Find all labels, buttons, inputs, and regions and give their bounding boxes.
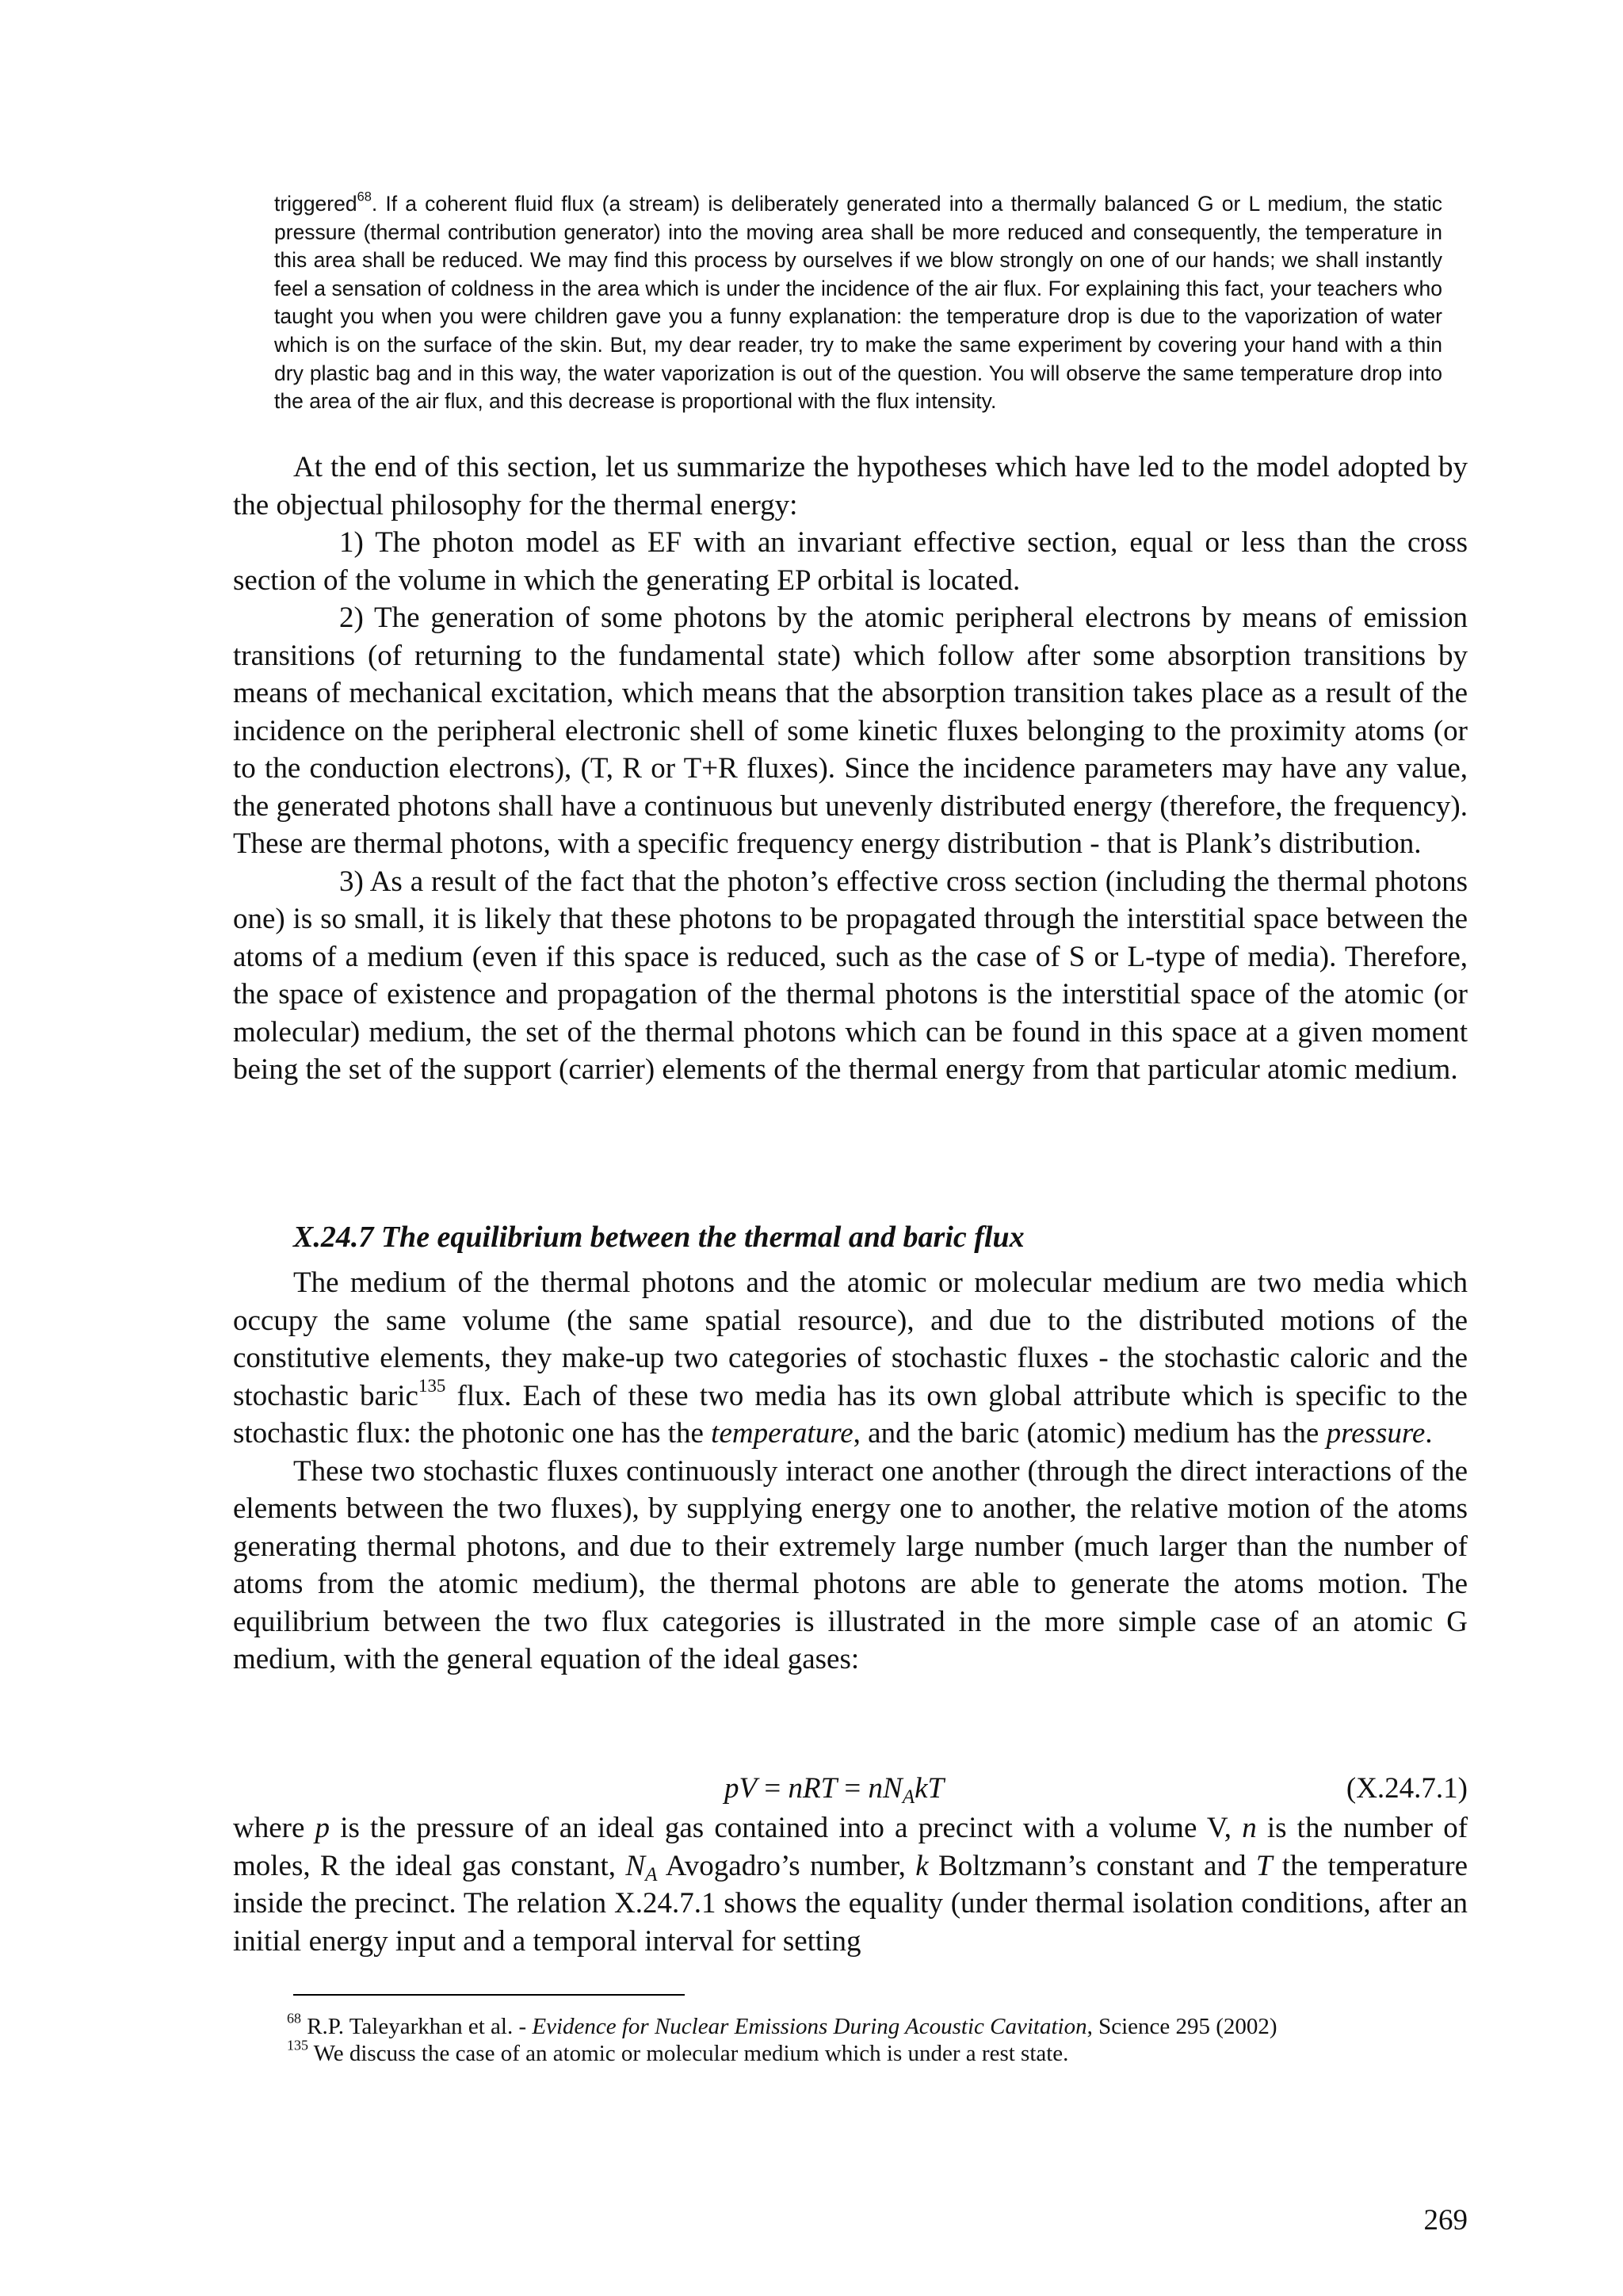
term-pressure: pressure: [1326, 1417, 1426, 1450]
section-body: [233, 1264, 1468, 1679]
term-temperature: temperature: [711, 1417, 854, 1450]
small-paragraph: triggered$^{68}$. If a coherent fluid flux (a stream) is deliberately generated into a thermally balanced G or L medium, the static pressure (thermal contribution generator) into the moving area shall be more reduced and consequently, the temperature in this area shall be reduced. We may find this process by ourselves if we blow strongly on one of our hands; we shall instantly feel a sensation of coldness in the area which is under the incidence of the air flux. For explaining this fact, your teachers who taught you when you were children gave you a funny explanation: the temperature drop is due to the vaporization of water which is on the surface of the skin. But, my dear reader, try to make the same experiment by covering your hand with a thin dry plastic bag and in this way, the water vaporization is out of the question. You will observe the same temperature drop into the area of the air flux, and this decrease is proportional with the flux intensity.: [274, 189, 1442, 414]
paragraph-3: where p is the pressure of an ideal gas contained into a precinct with a volume V, n is the number of moles, R the ideal gas constant, $N_A$ Avogadro’s number, k Boltzmann’s constant and T the temperature inside the precinct. The relation X.24.7.1 shows the equality (under thermal isolation conditions, after an initial energy input and a temporal interval for setting: [233, 1812, 1468, 1958]
paragraph-1: The medium of the thermal photons and the atomic or molecular medium are two media which occupy the same volume (the same spatial resource), and due to the distributed motions of the constitutive elements, they make-up two categories of stochastic fluxes - the stochastic caloric and the stochastic baric$^{135}$ flux. Each of these two media has its own global attribute which is specific to the stochastic flux: the photonic one has the temperature, and the baric (atomic) medium has the pressure.: [233, 1266, 1468, 1450]
hypothesis-1: 1) The photon model as EF with an invariant effective section, equal or less than the cross section of the volume in which the generating EP orbital is located.: [233, 526, 1468, 597]
hypothesis-3: 3) As a result of the fact that the photon’s effective cross section (including the thermal photons one) is so small, it is likely that these photons to be propagated through the interstitial space between the atoms of a medium (even if this space is reduced, such as the case of S or L-type of media). Therefore, the space of existence and propagation of the thermal photons is the interstitial space of the atomic (or molecular) medium, the set of the thermal photons which can be found in this space at a given moment being the set of the support (carrier) elements of the thermal energy from that particular atomic medium.: [233, 865, 1468, 1086]
footnotes: [233, 2010, 1468, 2067]
footnote-68: $^{68}$ R.P. Taleyarkhan et al. - Evidence for Nuclear Emissions During Acoustic Cavitation, Science 295 (2002): [287, 2010, 1277, 2039]
footnote-ref-135[interactable]: 135: [418, 1375, 446, 1396]
page-number: 269: [1423, 2204, 1468, 2237]
hypothesis-2: 2) The generation of some photons by the atomic peripheral electrons by means of emission transitions (of returning to the fundamental state) which follow after some absorption transitions by means of mechanical excitation, which means that the absorption transition takes place as a result of the incidence on the peripheral electronic shell of some kinetic fluxes belonging to the proximity atoms (or to the conduction electrons), (T, R or T+R fluxes). Since the incidence parameters may have any value, the generated photons shall have a continuous but unevenly distributed energy (therefore, the frequency). These are thermal photons, with a specific frequency energy distribution - that is Plank’s distribution.: [233, 602, 1468, 860]
summary-section: [233, 449, 1468, 1089]
footnote-continuation-block: [274, 190, 1442, 416]
equation-ideal-gas: [233, 1770, 1468, 1808]
section-heading: X.24.7 The equilibrium between the thermal and baric flux: [293, 1221, 1025, 1254]
section-body-continued: [233, 1809, 1468, 1960]
paragraph-2: These two stochastic fluxes continuously interact one another (through the direct interactions of the elements between the two fluxes), by supplying energy one to another, the relative motion of the atoms generating thermal photons, and due to their extremely large number (much larger than the number of atoms from the atomic medium), the thermal photons are able to generate the atoms motion. The equilibrium between the two flux categories is illustrated in the more simple case of an atomic G medium, with the general equation of the ideal gases:: [233, 1454, 1468, 1675]
equation-label: (X.24.7.1): [1346, 1772, 1468, 1805]
footnote-68-title: Evidence for Nuclear Emissions During Acoustic Cavitation: [532, 2014, 1087, 2039]
equation-formula: pV = nRT = $nN_AkT$: [724, 1772, 945, 1809]
footnote-ref-68[interactable]: 68: [357, 189, 372, 204]
footnote-divider: [293, 1994, 685, 1996]
footnote-135: $^{135}$ We discuss the case of an atomic or molecular medium which is under a rest state.: [287, 2037, 1069, 2066]
summary-intro: At the end of this section, let us summarize the hypotheses which have led to the model adopted by the objectual philosophy for the thermal energy:: [233, 451, 1468, 521]
